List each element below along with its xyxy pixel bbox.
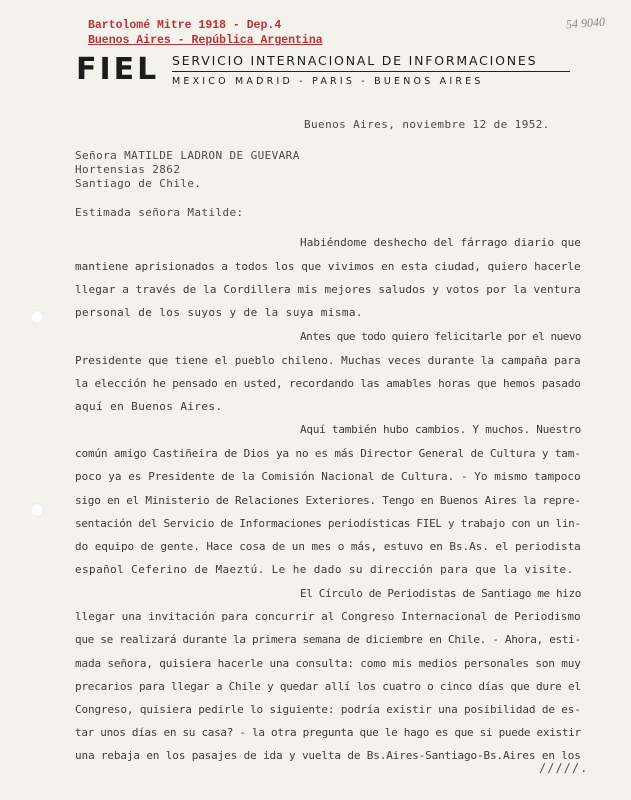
body-line: poco ya es Presidente de la Comisión Nacional de Cultura. - Yo mismo tampoco [75,470,581,483]
letterhead-cities: MEXICO MADRID - PARIS - BUENOS AIRES [172,76,484,87]
body-line: Habiéndome deshecho del fárrago diario que [300,236,581,249]
salutation: Estimada señora Matilde: [75,206,244,219]
body-line: mantiene aprisionados a todos los que vivimos en esta ciudad, quiero hacerle [75,260,581,273]
letterhead-service: SERVICIO INTERNACIONAL DE INFORMACIONES [172,53,538,68]
body-line: Congreso, quisiera pedirle lo siguiente: podría existir una posibilidad de es- [75,703,581,716]
body-line: llegar a través de la Cordillera mis mejores saludos y votos por la ventura [75,283,581,296]
letterhead-rule [172,71,570,72]
recipient-street: Hortensias 2862 [75,163,181,176]
body-line: sigo en el Ministerio de Relaciones Exteriores. Tengo en Buenos Aires la repre- [75,494,581,507]
punch-hole-icon [30,310,44,324]
body-line: español Ceferino de Maeztú. Le he dado su dirección para que la visite. [75,563,574,576]
letter-date: Buenos Aires, noviembre 12 de 1952. [304,118,550,131]
body-line: la elección he pensado en usted, recordando las amables horas que hemos pasado [75,377,581,390]
body-line: tar unos días en su casa? - la otra pregunta que le hago es que si puede existir [75,726,581,739]
pencil-archive-note: 54 9040 [565,14,606,32]
body-line: sentación del Servicio de Informaciones periodísticas FIEL y trabajo con un lin- [75,517,581,530]
body-line: El Círculo de Periodistas de Santiago me hizo [300,587,582,600]
body-line: mada señora, quisiera hacerle una consulta: como mis medios personales son muy [75,657,581,670]
body-line: aquí en Buenos Aires. [75,400,223,413]
body-line: común amigo Castiñeira de Dios ya no es más Director General de Cultura y tam- [75,447,581,460]
body-line: una rebaja en los pasajes de ida y vuelta de Bs.Aires-Santiago-Bs.Aires en los [75,749,581,762]
body-line: personal de los suyos y de la suya misma. [75,306,363,319]
fiel-logo: FIEL [76,52,160,87]
recipient-name: Señora MATILDE LADRON DE GUEVARA [75,149,300,162]
body-line: que se realizará durante la primera semana de diciembre en Chile. - Ahora, esti- [75,633,581,646]
punch-hole-icon [30,503,44,517]
continuation-mark: /////. [539,761,589,775]
recipient-city: Santiago de Chile. [75,177,202,190]
address-stamp [88,18,323,48]
stamp-line-city: Buenos Aires - República Argentina [88,34,323,47]
body-line: precarios para llegar a Chile y quedar allí los cuatro o cinco días que dure el [75,680,581,693]
stamp-line-address: Bartolomé Mitre 1918 - Dep.4 [88,19,282,32]
body-line: llegar una invitación para concurrir al Congreso Internacional de Periodismo [75,610,581,623]
body-line: Antes que todo quiero felicitarle por el nuevo [300,330,582,343]
body-line: Presidente que tiene el pueblo chileno. Muchas veces durante la campaña para [75,354,581,367]
body-line: Aquí también hubo cambios. Y muchos. Nuestro [300,423,581,436]
body-line: do equipo de gente. Hace cosa de un mes o más, estuvo en Bs.As. el periodista [75,540,581,553]
